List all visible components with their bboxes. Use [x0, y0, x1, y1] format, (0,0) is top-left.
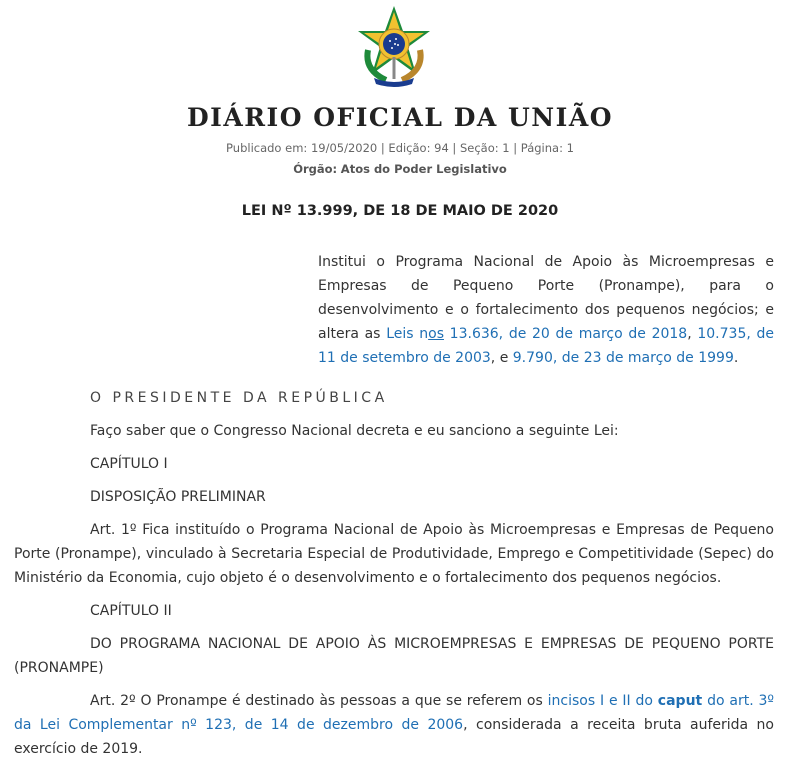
link-lei-13636[interactable]: 13.636, de 20 de março de 2018: [443, 326, 688, 342]
separator: |: [509, 141, 521, 155]
separator: |: [377, 141, 389, 155]
faco-saber: Faço saber que o Congresso Nacional decreta e eu sanciono a seguinte Lei:: [90, 423, 619, 439]
link-os[interactable]: os: [428, 326, 444, 342]
edicao-value: 94: [434, 141, 449, 155]
chapter-1: CAPÍTULO I: [90, 456, 168, 472]
link-incisos[interactable]: incisos I e II do: [547, 693, 658, 709]
orgao-value: Atos do Poder Legislativo: [340, 162, 507, 176]
separator: |: [448, 141, 460, 155]
secao-label: Seção:: [459, 141, 499, 155]
link-lei-9790[interactable]: 9.790, de 23 de março de 1999: [512, 350, 734, 366]
link-lei-10735[interactable]: 10.735, de 11 de setembro de 2003: [318, 326, 774, 366]
chapter-1-title: DISPOSIÇÃO PRELIMINAR: [90, 489, 266, 505]
pagina-label: Página:: [520, 141, 563, 155]
article-1: Art. 1º Fica instituído o Programa Nacional de Apoio às Microempresas e Empresas de Pequeno Porte (Pronampe), vinculado à Secretaria Especial de Produtividade, Emprego e Competitividade (Sepec) do Ministério da Economia, cujo objeto é o desenvolvimento e o fortalecimento dos pequenos negócios.: [14, 522, 774, 586]
pagina-value: 1: [566, 141, 574, 155]
link-caput[interactable]: caput: [657, 693, 703, 709]
coat-of-arms-brazil-icon: [350, 4, 438, 88]
ementa-text: ,: [687, 326, 698, 342]
publicado-label: Publicado em:: [226, 141, 308, 155]
law-body: [14, 386, 774, 770]
ementa-text: , e: [490, 350, 513, 366]
link-leis[interactable]: Leis n: [386, 326, 429, 342]
ementa-text: .: [733, 350, 739, 366]
chapter-2: CAPÍTULO II: [90, 603, 172, 619]
page-title: DIÁRIO OFICIAL DA UNIÃO: [186, 103, 614, 132]
chapter-2-title: DO PROGRAMA NACIONAL DE APOIO ÀS MICROEMPRESAS E EMPRESAS DE PEQUENO PORTE (PRONAMPE): [14, 636, 774, 676]
edicao-label: Edição:: [388, 141, 431, 155]
article-2-text: , considerada a receita bruta auferida no exercício de 2019.: [14, 717, 774, 757]
publication-meta: [0, 141, 800, 155]
article-2-text: Art. 2º O Pronampe é destinado às pessoas a que se referem os: [90, 693, 548, 709]
secao-value: 1: [502, 141, 510, 155]
ementa-text: Institui o Programa Nacional de Apoio às Microempresas e Empresas de Pequeno Porte (Pronampe), para o desenvolvimento e o fortalecimento dos pequenos negócios; e altera as: [318, 254, 774, 342]
ementa: [318, 250, 774, 370]
link-lc-123[interactable]: do art. 3º da Lei Complementar nº 123, de 14 de dezembro de 2006: [14, 693, 774, 733]
orgao-line: [0, 162, 800, 176]
article-2: [14, 689, 774, 761]
law-title: LEI Nº 13.999, DE 18 DE MAIO DE 2020: [241, 203, 559, 219]
publicado-value: 19/05/2020: [310, 141, 378, 155]
orgao-label: Órgão:: [293, 162, 338, 176]
presidente-heading: O PRESIDENTE DA REPÚBLICA: [90, 390, 388, 406]
